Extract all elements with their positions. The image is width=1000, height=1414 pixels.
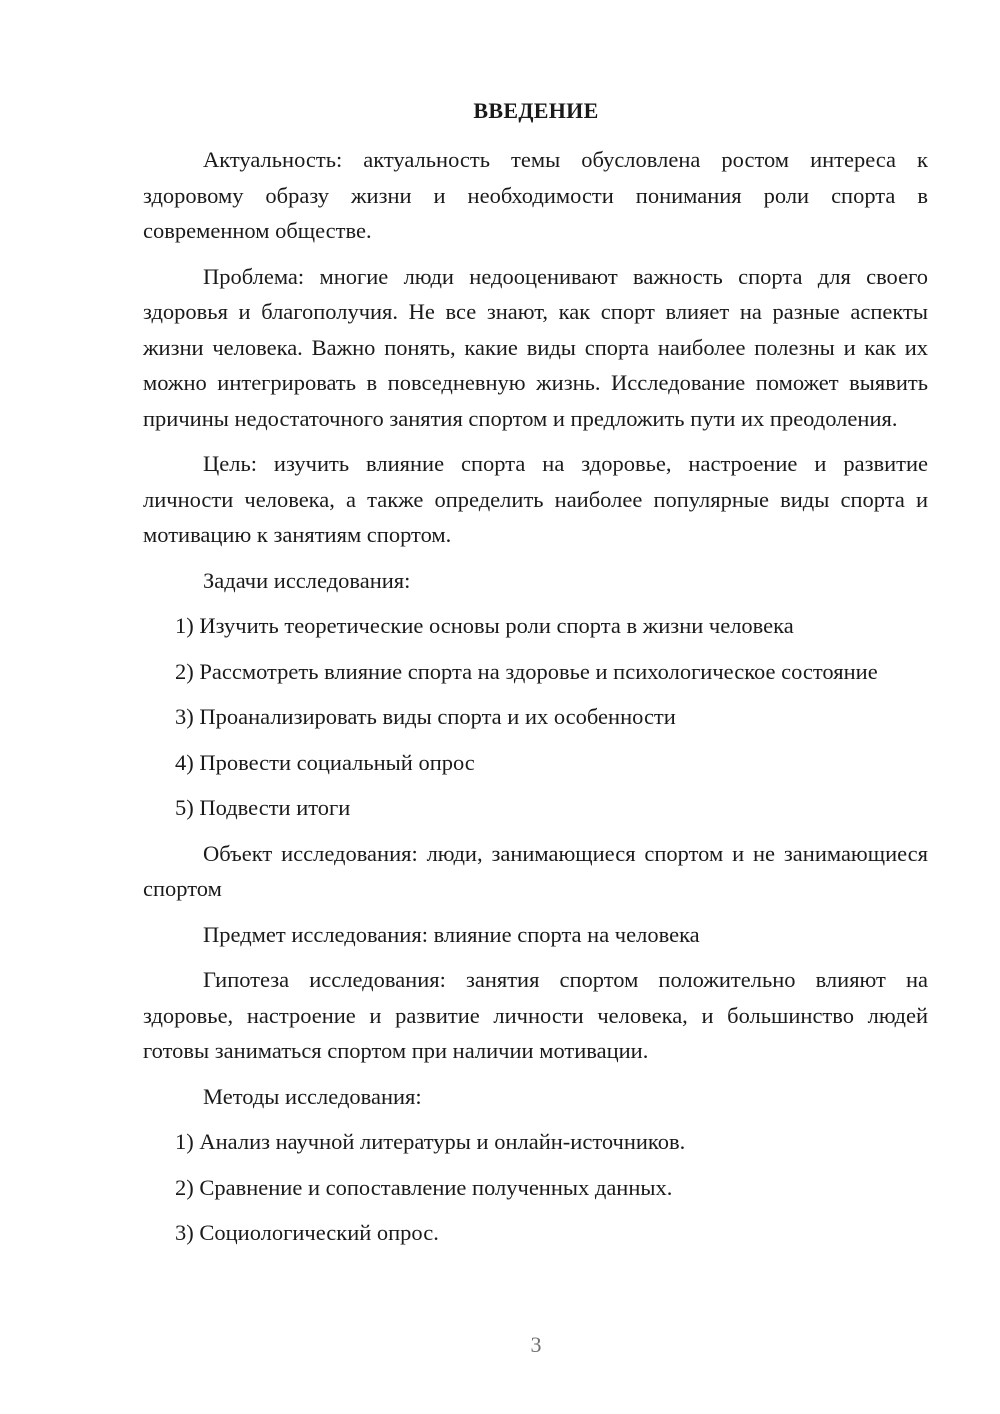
task-item: 3) Проанализировать виды спорта и их особенности (175, 704, 676, 729)
object-paragraph: Объект исследования: люди, занимающиеся спортом и не занимающиеся спортом (143, 840, 928, 901)
hypothesis-paragraph: Гипотеза исследования: занятия спортом положительно влияют на здоровье, настроение и развитие личности человека, и большинство людей готовы заниматься спортом при наличии мотивации. (143, 967, 928, 1063)
document-body (143, 142, 928, 1261)
method-item: 3) Социологический опрос. (175, 1220, 439, 1245)
goal-paragraph: Цель: изучить влияние спорта на здоровье, настроение и развитие личности человека, а также определить наиболее популярные виды спорта и мотивацию к занятиям спортом. (143, 451, 928, 547)
methods-label: Методы исследования: (203, 1083, 422, 1109)
subject-paragraph: Предмет исследования: влияние спорта на человека (203, 921, 700, 947)
task-item: 1) Изучить теоретические основы роли спорта в жизни человека (175, 613, 794, 638)
tasks-label: Задачи исследования: (203, 567, 411, 593)
task-item: 4) Провести социальный опрос (175, 749, 475, 775)
method-item: 1) Анализ научной литературы и онлайн-источников. (175, 1129, 686, 1154)
method-item: 2) Сравнение и сопоставление полученных данных. (175, 1174, 673, 1200)
task-item: 5) Подвести итоги (175, 795, 351, 820)
task-item: 2) Рассмотреть влияние спорта на здоровье и психологическое состояние (175, 658, 878, 684)
relevance-paragraph: Актуальность: актуальность темы обусловлена ростом интереса к здоровому образу жизни и необходимости понимания роли спорта в современном обществе. (143, 147, 928, 243)
problem-paragraph: Проблема: многие люди недооценивают важность спорта для своего здоровья и благополучия. Не все знают, как спорт влияет на разные аспекты жизни человека. Важно понять, какие виды спорта наиболее полезны и как их можно интегрировать в повседневную жизнь. Исследование поможет выявить причины недостаточного занятия спортом и предложить пути их преодоления. (143, 263, 928, 431)
page-heading: ВВЕДЕНИЕ (473, 98, 599, 123)
page-number: 3 (530, 1332, 542, 1357)
